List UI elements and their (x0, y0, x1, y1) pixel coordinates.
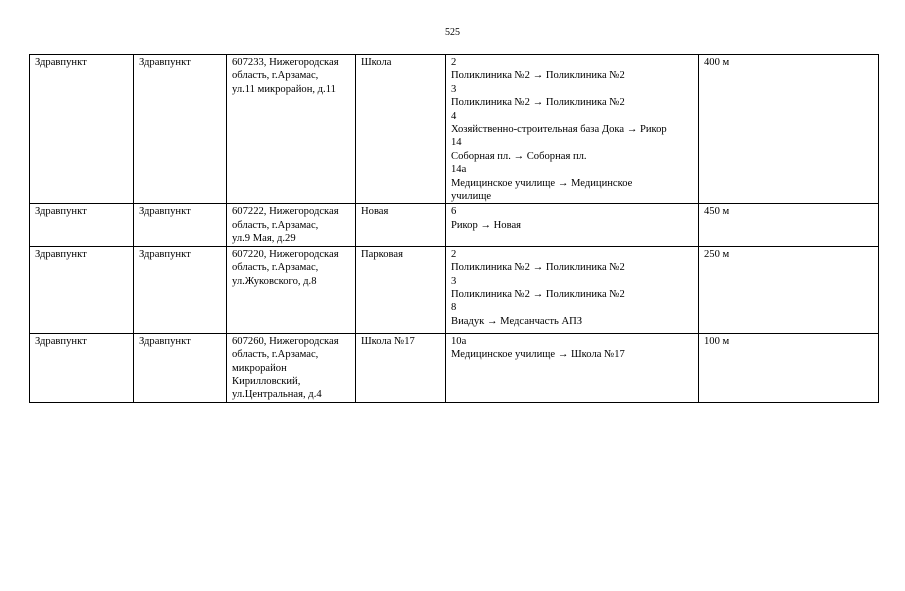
address-line: ул.11 микрорайон, д.11 (232, 83, 336, 95)
stop-cell: Новая (356, 204, 446, 246)
routes-cell (446, 204, 699, 246)
address-line: область, г.Арзамас, (232, 70, 319, 82)
table-row (30, 246, 879, 333)
table-row (30, 55, 879, 204)
route-line: Медицинское училище → Медицинское (451, 177, 633, 189)
route-line: Хозяйственно-строительная база Дока → Рикор (451, 124, 667, 136)
route-line: 2 (451, 248, 457, 260)
table-row (30, 333, 879, 402)
route-line: 6 (451, 206, 457, 218)
address-line: ул.9 Мая, д.29 (232, 233, 296, 245)
route-line: Поликлиника №2 → Поликлиника №2 (451, 262, 625, 274)
address-line: Кирилловский, (232, 375, 301, 387)
route-line: 14 (451, 137, 462, 149)
route-line: Виадук → Медсанчасть АПЗ (451, 315, 583, 327)
address-line: 607260, Нижегородская (232, 335, 339, 347)
route-line: 3 (451, 275, 457, 287)
address-line: 607233, Нижегородская (232, 57, 339, 68)
route-line: Поликлиника №2 → Поликлиника №2 (451, 97, 625, 109)
facility-name-cell: Здравпункт (30, 55, 134, 204)
routes-cell (446, 246, 699, 333)
address-line: 607222, Нижегородская (232, 206, 339, 218)
stop-cell: Парковая (356, 246, 446, 333)
route-line: Медицинское училище → Школа №17 (451, 349, 625, 361)
route-line: 8 (451, 302, 457, 314)
address-line: микрорайон (232, 362, 287, 374)
routes-cell (446, 55, 699, 204)
facility-type-cell: Здравпункт (134, 204, 227, 246)
facility-type-cell: Здравпункт (134, 333, 227, 402)
route-line: Поликлиника №2 → Поликлиника №2 (451, 70, 625, 82)
table-row (30, 204, 879, 246)
facility-name-cell: Здравпункт (30, 246, 134, 333)
distance-cell: 450 м (699, 204, 879, 246)
page-number: 525 (445, 27, 460, 38)
route-line: училище (451, 191, 492, 203)
address-line: область, г.Арзамас, (232, 349, 319, 361)
stop-cell: Школа (356, 55, 446, 204)
route-line: 2 (451, 57, 457, 68)
route-line: 3 (451, 83, 457, 95)
address-cell (227, 55, 356, 204)
route-line: Поликлиника №2 → Поликлиника №2 (451, 288, 625, 300)
facility-name-cell: Здравпункт (30, 204, 134, 246)
address-cell (227, 246, 356, 333)
distance-cell: 250 м (699, 246, 879, 333)
route-line: 4 (451, 110, 457, 122)
address-line: ул.Жуковского, д.8 (232, 275, 317, 287)
address-line: область, г.Арзамас, (232, 262, 319, 274)
facility-type-cell: Здравпункт (134, 55, 227, 204)
facility-name-cell: Здравпункт (30, 333, 134, 402)
address-line: область, г.Арзамас, (232, 219, 319, 231)
distance-cell: 400 м (699, 55, 879, 204)
route-line: Рикор → Новая (451, 219, 522, 231)
distance-cell: 100 м (699, 333, 879, 402)
route-line: 10а (451, 335, 467, 347)
route-line: Соборная пл. → Соборная пл. (451, 150, 587, 162)
facility-type-cell: Здравпункт (134, 246, 227, 333)
address-line: 607220, Нижегородская (232, 248, 339, 260)
stops-table (29, 54, 879, 403)
route-line: 14а (451, 164, 467, 176)
address-line: ул.Центральная, д.4 (232, 389, 322, 401)
address-cell (227, 333, 356, 402)
stop-cell: Школа №17 (356, 333, 446, 402)
table-body (30, 55, 879, 403)
address-cell (227, 204, 356, 246)
routes-cell (446, 333, 699, 402)
